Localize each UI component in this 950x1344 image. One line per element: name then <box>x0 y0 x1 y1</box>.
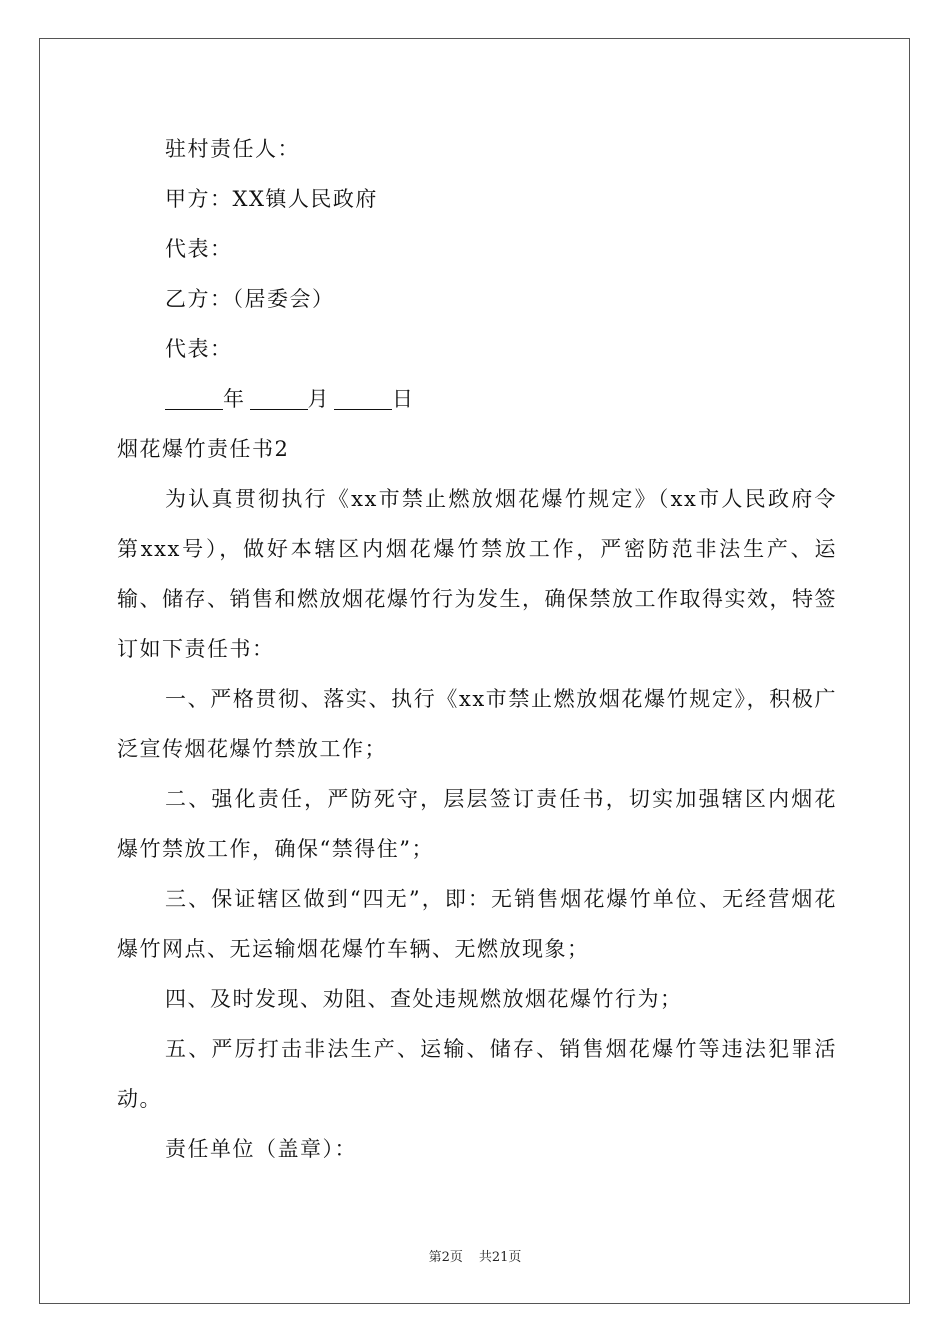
representative-b: 代表： <box>165 337 233 361</box>
document-body <box>117 124 837 1174</box>
item-5: 五、严厉打击非法生产、运输、储存、销售烟花爆竹等违法犯罪活动。 <box>117 1037 837 1111</box>
day-label: 日 <box>392 387 415 411</box>
intro-paragraph: 为认真贯彻执行《xx市禁止燃放烟花爆竹规定》（xx市人民政府令第xxx号），做好本辖区内烟花爆竹禁放工作，严密防范非法生产、运输、储存、销售和燃放烟花爆竹行为发生，确保禁放工作取得实效，特签订如下责任书： <box>117 487 837 661</box>
section-title: 烟花爆竹责任书2 <box>117 437 290 461</box>
village-responsible-person: 驻村责任人： <box>165 137 300 161</box>
party-a: 甲方：XX镇人民政府 <box>165 187 378 211</box>
current-page: 第2页 <box>428 1250 463 1265</box>
representative-a: 代表： <box>165 237 233 261</box>
month-blank <box>250 387 308 410</box>
item-2: 二、强化责任，严防死守，层层签订责任书，切实加强辖区内烟花爆竹禁放工作，确保“禁得住”； <box>117 787 837 861</box>
day-blank <box>334 387 392 410</box>
item-1: 一、严格贯彻、落实、执行《xx市禁止燃放烟花爆竹规定》，积极广泛宣传烟花爆竹禁放工作； <box>117 687 837 761</box>
page-footer <box>0 1246 950 1265</box>
month-label: 月 <box>307 387 330 411</box>
total-pages: 共21页 <box>478 1250 522 1265</box>
year-label: 年 <box>223 387 246 411</box>
date-line <box>117 374 837 424</box>
year-blank <box>165 387 223 410</box>
item-3: 三、保证辖区做到“四无”，即：无销售烟花爆竹单位、无经营烟花爆竹网点、无运输烟花爆竹车辆、无燃放现象； <box>117 887 837 961</box>
item-4: 四、及时发现、劝阻、查处违规燃放烟花爆竹行为； <box>165 987 683 1011</box>
responsible-unit: 责任单位（盖章）： <box>165 1137 357 1161</box>
party-b: 乙方：（居委会） <box>165 287 335 311</box>
